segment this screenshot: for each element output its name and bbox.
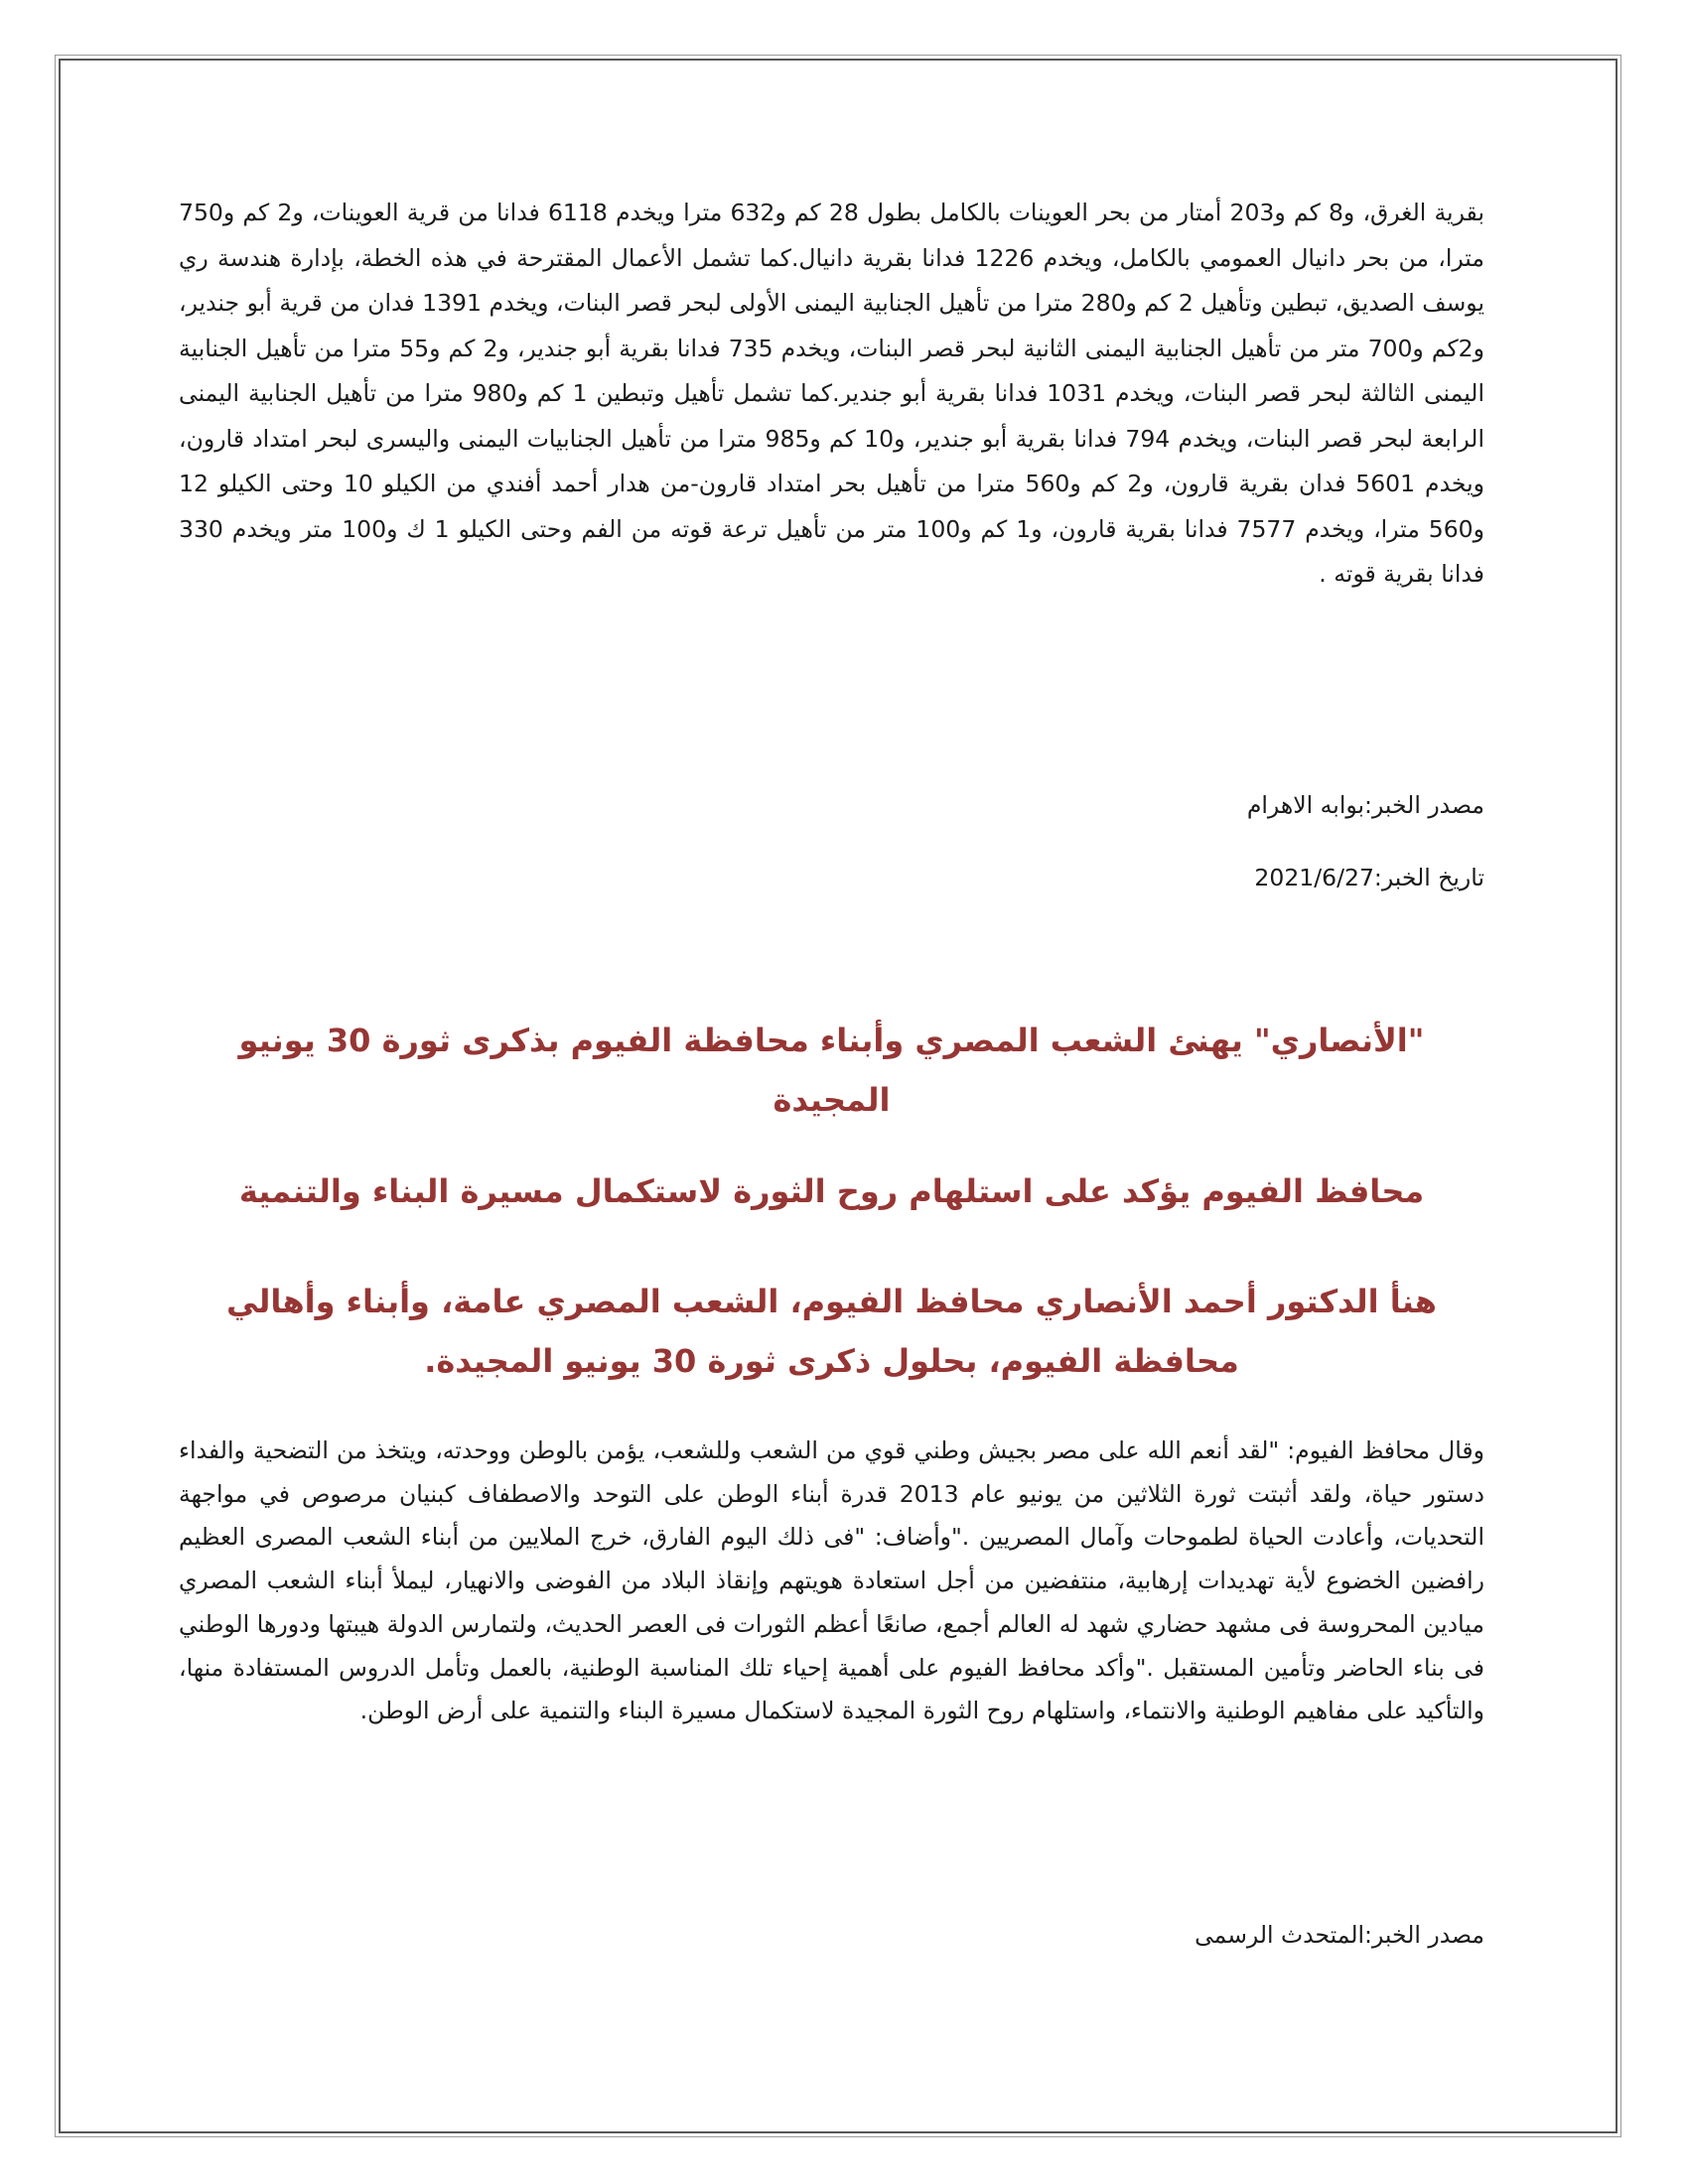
- article-2-lead: [179, 1272, 1484, 1391]
- article-2-body: [179, 1430, 1484, 1733]
- news-date-label: تاريخ الخبر:2021/6/27: [1254, 864, 1484, 891]
- article-1-body: [179, 191, 1484, 598]
- article-2-lead-headline: هنأ الدكتور أحمد الأنصاري محافظ الفيوم، الشعب المصري عامة، وأبناء وأهالي محافظة الفيوم، بحلول ذكرى ثورة 30 يونيو المجيدة.: [226, 1283, 1437, 1380]
- article-1-source: [179, 787, 1484, 823]
- article-2-sub-headline: محافظ الفيوم يؤكد على استلهام روح الثورة لاستكمال مسيرة البناء والتنمية: [238, 1172, 1425, 1210]
- news-source-label: مصدر الخبر:بوابه الاهرام: [1246, 791, 1484, 819]
- article-2-source: [179, 1917, 1484, 1953]
- article-2-title: [179, 1011, 1484, 1130]
- news-source-label: مصدر الخبر:المتحدث الرسمى: [1195, 1921, 1484, 1949]
- article-1-paragraph: بقرية الغرق، و8 كم و203 أمتار من بحر العوينات بالكامل بطول 28 كم و632 مترا ويخدم 6118 فدانا من قرية العوينات، و2 كم و750 مترا، من بحر دانيال العمومي بالكامل، ويخدم 1226 فدانا بقرية دانيال.كما تشمل الأعمال المقترحة في هذه الخطة، بإدارة هندسة ري يوسف الصديق، تبطين وتأهيل 2 كم و280 مترا من تأهيل الجنابية اليمنى الأولى لبحر قصر البنات، ويخدم 1391 فدان من قرية أبو جندير، و2كم و700 متر من تأهيل الجنابية اليمنى الثانية لبحر قصر البنات، ويخدم 735 فدانا بقرية أبو جندير، و2 كم و55 مترا من تأهيل الجنابية اليمنى الثالثة لبحر قصر البنات، ويخدم 1031 فدانا بقرية أبو جندير.كما تشمل تأهيل وتبطين 1 كم و980 مترا من تأهيل الجنابية اليمنى الرابعة لبحر قصر البنات، ويخدم 794 فدانا بقرية أبو جندير، و10 كم و985 مترا من تأهيل الجنابيات اليمنى واليسرى لبحر امتداد قارون، ويخدم 5601 فدان بقرية قارون، و2 كم و560 مترا من تأهيل بحر امتداد قارون-من هدار أحمد أفندي من الكيلو 10 وحتى الكيلو 12 و560 مترا، ويخدم 7577 فدانا بقرية قارون، و1 كم و100 متر من تأهيل ترعة قوته من الفم وحتى الكيلو 1 ك و100 متر ويخدم 330 فدانا بقرية قوته .: [179, 199, 1484, 588]
- article-2-paragraph: وقال محافظ الفيوم: "لقد أنعم الله على مصر بجيش وطني قوي من الشعب وللشعب، يؤمن بالوطن ووحدته، ويتخذ من التضحية والفداء دستور حياة، ولقد أثبتت ثورة الثلاثين من يونيو عام 2013 قدرة أبناء الوطن على التوحد والاصطفاف كبنيان مرصوص في مواجهة التحديات، وأعادت الحياة لطموحات وآمال المصريين ."وأضاف: "فى ذلك اليوم الفارق، خرج الملايين من أبناء الشعب المصرى العظيم رافضين الخضوع لأية تهديدات إرهابية، منتفضين من أجل استعادة هويتهم وإنقاذ البلاد من الفوضى والانهيار، ليملأ أبناء الشعب المصري ميادين المحروسة فى مشهد حضاري شهد له العالم أجمع، صانعًا أعظم الثورات فى العصر الحديث، ولتمارس الدولة هيبتها ودورها الوطني فى بناء الحاضر وتأمين المستقبل ."وأكد محافظ الفيوم على أهمية إحياء تلك المناسبة الوطنية، بالعمل وتأمل الدروس المستفادة منها، والتأكيد على مفاهيم الوطنية والانتماء، واستلهام روح الثورة المجيدة لاستكمال مسيرة البناء والتنمية على أرض الوطن.: [179, 1436, 1484, 1725]
- article-2-subtitle: [179, 1161, 1484, 1221]
- article-2-main-headline: "الأنصاري" يهنئ الشعب المصري وأبناء محافظة الفيوم بذكرى ثورة 30 يونيو المجيدة: [238, 1022, 1425, 1119]
- article-1-date: [179, 860, 1484, 895]
